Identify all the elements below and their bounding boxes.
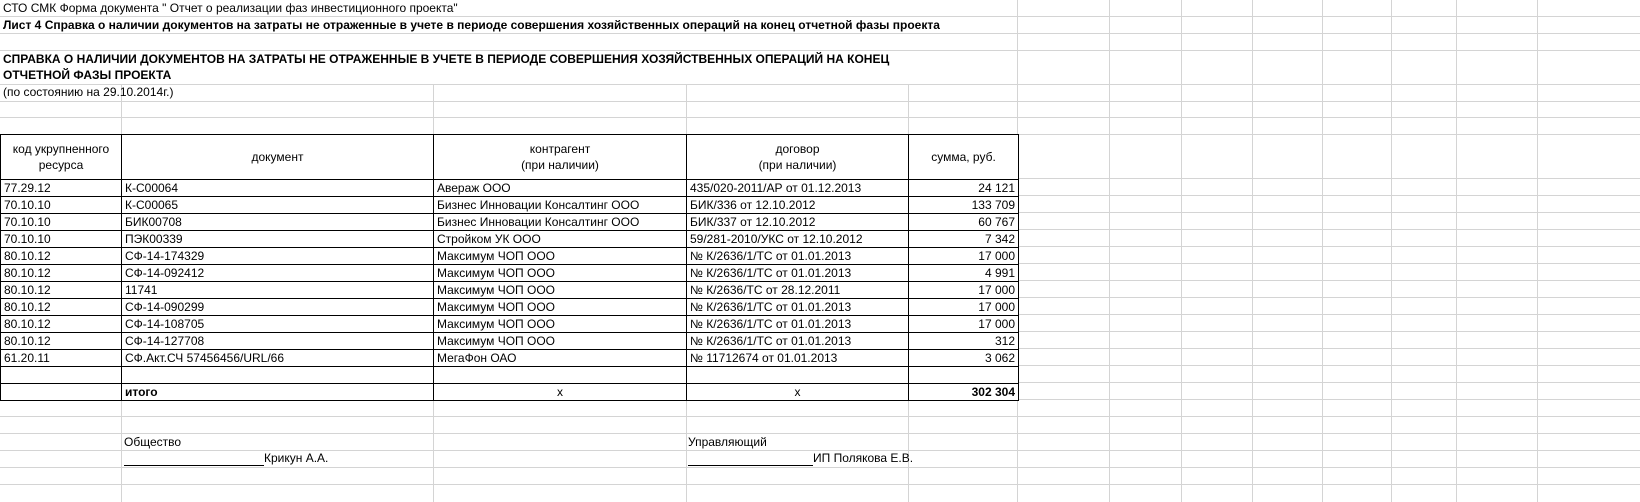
cell-contract: № К/2636/1/ТС от 01.01.2013 bbox=[687, 265, 909, 282]
cell-counterparty: Максимум ЧОП ООО bbox=[434, 265, 687, 282]
cell-contract: № К/2636/1/ТС от 01.01.2013 bbox=[687, 248, 909, 265]
sheet-title: Лист 4 Справка о наличии документов на затраты не отраженные в учете в периоде совершения хозяйственных операций на конец отчетной фазы проекта bbox=[3, 18, 940, 32]
table-row bbox=[1, 299, 1019, 316]
signature-left bbox=[124, 450, 328, 466]
table-row bbox=[1, 214, 1019, 231]
cell-contract: № К/2636/1/ТС от 01.01.2013 bbox=[687, 333, 909, 350]
cell-document: К-С00065 bbox=[122, 197, 434, 214]
total-contract: x bbox=[687, 384, 909, 401]
cell-counterparty: Бизнес Инновации Консалтинг ООО bbox=[434, 197, 687, 214]
cell-document: СФ-14-108705 bbox=[122, 316, 434, 333]
table-row bbox=[1, 231, 1019, 248]
table-row bbox=[1, 248, 1019, 265]
cell-contract: 59/281-2010/УКС от 12.10.2012 bbox=[687, 231, 909, 248]
cell-code: 80.10.12 bbox=[1, 282, 122, 299]
cell-counterparty: МегаФон ОАО bbox=[434, 350, 687, 367]
documents-table bbox=[0, 134, 1019, 401]
cell-contract: БИК/336 от 12.10.2012 bbox=[687, 197, 909, 214]
form-caption: СТО СМК Форма документа " Отчет о реализации фаз инвестиционного проекта" bbox=[3, 1, 458, 15]
cell-sum: 17 000 bbox=[909, 248, 1019, 265]
cell-document: СФ-14-092412 bbox=[122, 265, 434, 282]
total-sum: 302 304 bbox=[909, 384, 1019, 401]
cell-counterparty: Максимум ЧОП ООО bbox=[434, 299, 687, 316]
total-label: итого bbox=[122, 384, 434, 401]
cell-code: 61.20.11 bbox=[1, 350, 122, 367]
report-title-line1: СПРАВКА О НАЛИЧИИ ДОКУМЕНТОВ НА ЗАТРАТЫ НЕ ОТРАЖЕННЫЕ В УЧЕТЕ В ПЕРИОДЕ СОВЕРШЕНИЯ ХОЗЯЙСТВЕННЫХ ОПЕРАЦИЙ НА КОНЕЦ bbox=[3, 52, 890, 66]
cell-code: 70.10.10 bbox=[1, 231, 122, 248]
signature-line bbox=[688, 453, 813, 466]
cell-sum: 60 767 bbox=[909, 214, 1019, 231]
cell-code: 80.10.12 bbox=[1, 333, 122, 350]
cell-counterparty: Бизнес Инновации Консалтинг ООО bbox=[434, 214, 687, 231]
table-row bbox=[1, 316, 1019, 333]
total-counterparty: x bbox=[434, 384, 687, 401]
cell-code: 80.10.12 bbox=[1, 299, 122, 316]
signature-left-name: Крикун А.А. bbox=[264, 451, 329, 465]
cell-counterparty: Максимум ЧОП ООО bbox=[434, 248, 687, 265]
cell-document: СФ.Акт.СЧ 57456456/URL/66 bbox=[122, 350, 434, 367]
cell-sum: 17 000 bbox=[909, 316, 1019, 333]
signature-right-name: ИП Полякова Е.В. bbox=[813, 451, 914, 465]
cell-sum: 7 342 bbox=[909, 231, 1019, 248]
table-row bbox=[1, 282, 1019, 299]
cell-contract: № 11712674 от 01.01.2013 bbox=[687, 350, 909, 367]
cell-code: 70.10.10 bbox=[1, 197, 122, 214]
cell-code: 77.29.12 bbox=[1, 180, 122, 197]
cell-counterparty: Авераж ООО bbox=[434, 180, 687, 197]
signature-right-role: Управляющий bbox=[688, 435, 767, 449]
table-row bbox=[1, 180, 1019, 197]
as-of-date: (по состоянию на 29.10.2014г.) bbox=[3, 85, 174, 99]
cell-counterparty: Стройком УК ООО bbox=[434, 231, 687, 248]
cell-document: БИК00708 bbox=[122, 214, 434, 231]
cell-contract: БИК/337 от 12.10.2012 bbox=[687, 214, 909, 231]
cell-code: 80.10.12 bbox=[1, 265, 122, 282]
table-row-empty bbox=[1, 367, 1019, 384]
cell-contract: № К/2636/ТС от 28.12.2011 bbox=[687, 282, 909, 299]
cell-sum: 312 bbox=[909, 333, 1019, 350]
header-sum: сумма, руб. bbox=[909, 135, 1019, 180]
cell-contract: № К/2636/1/ТС от 01.01.2013 bbox=[687, 316, 909, 333]
cell-sum: 17 000 bbox=[909, 282, 1019, 299]
table-header-row bbox=[1, 135, 1019, 180]
cell-sum: 133 709 bbox=[909, 197, 1019, 214]
cell-document: ПЭК00339 bbox=[122, 231, 434, 248]
cell-document: СФ-14-090299 bbox=[122, 299, 434, 316]
cell-sum: 3 062 bbox=[909, 350, 1019, 367]
cell-document: СФ-14-127708 bbox=[122, 333, 434, 350]
cell-code: 80.10.12 bbox=[1, 248, 122, 265]
header-counterparty: контрагент (при наличии) bbox=[434, 135, 687, 180]
signature-left-role: Общество bbox=[124, 435, 182, 449]
table-row bbox=[1, 265, 1019, 282]
header-code: код укрупненного ресурса bbox=[1, 135, 122, 180]
table-total-row bbox=[1, 384, 1019, 401]
cell-sum: 24 121 bbox=[909, 180, 1019, 197]
cell-document: 11741 bbox=[122, 282, 434, 299]
cell-counterparty: Максимум ЧОП ООО bbox=[434, 316, 687, 333]
cell-document: СФ-14-174329 bbox=[122, 248, 434, 265]
cell-sum: 17 000 bbox=[909, 299, 1019, 316]
cell-code: 70.10.10 bbox=[1, 214, 122, 231]
cell-code: 80.10.12 bbox=[1, 316, 122, 333]
signature-right bbox=[688, 450, 913, 466]
table-row bbox=[1, 333, 1019, 350]
report-title-line2: ОТЧЕТНОЙ ФАЗЫ ПРОЕКТА bbox=[3, 68, 172, 82]
cell-contract: № К/2636/1/ТС от 01.01.2013 bbox=[687, 299, 909, 316]
header-document: документ bbox=[122, 135, 434, 180]
table-row bbox=[1, 350, 1019, 367]
table-row bbox=[1, 197, 1019, 214]
cell-document: К-С00064 bbox=[122, 180, 434, 197]
signature-line bbox=[124, 453, 264, 466]
cell-contract: 435/020-2011/АР от 01.12.2013 bbox=[687, 180, 909, 197]
cell-counterparty: Максимум ЧОП ООО bbox=[434, 282, 687, 299]
header-contract: договор (при наличии) bbox=[687, 135, 909, 180]
cell-sum: 4 991 bbox=[909, 265, 1019, 282]
cell-counterparty: Максимум ЧОП ООО bbox=[434, 333, 687, 350]
